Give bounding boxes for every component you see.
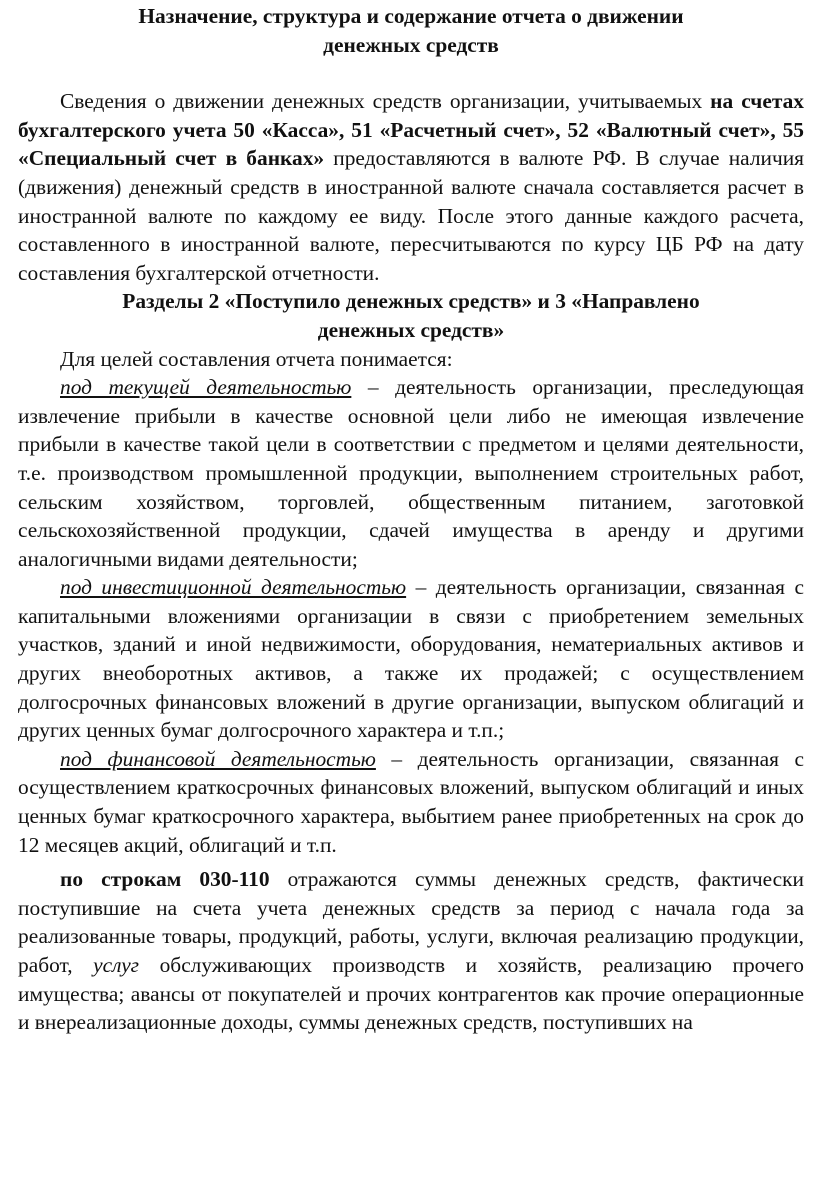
definition-investment — [18, 573, 804, 745]
lines-italic-word: услуг — [93, 953, 140, 977]
section-heading-line-1: Разделы 2 «Поступило денежных средств» и 3 «Направлено — [122, 289, 700, 314]
definition-current-text: – деятельность организации, преследующая извлечение прибыли в качестве основной цели либо не имеющая извлечение прибыли в качестве такой цели в соответствии с предметом и целями деятельности, т.е. производством промышленной продукции, выполнением строительных работ, сельским хозяйством, торговлей, общественным питанием, заготовкой сельскохозяйственной продукции, сдачей имущества в аренду и другими аналогичными видами деятельности; — [18, 375, 804, 571]
lines-text-a: отражаются суммы денежных средств, фактически поступившие на счета учета денежных средств за период с начала года за реализованные товары, продукций, работы, услуги, включая реализацию продукции, работ, — [18, 867, 805, 977]
intro-rest: предоставляются в валюте РФ. В случае наличия (движения) денежный средств в иностранной валюте сначала составляется расчет в иностранной валюте по каждому ее виду. После этого данные каждого расчета, составленного в иностранной валюте, пересчитываются по курсу ЦБ РФ на дату составления бухгалтерской отчетности. — [18, 146, 804, 285]
lines-bold-lead: по строкам 030-110 — [60, 867, 270, 892]
term-investment: под инвестиционной деятельностью — [60, 575, 407, 600]
intro-lead: Сведения о движении денежных средств организации, учитываемых — [60, 89, 703, 114]
definition-financial — [18, 745, 804, 859]
section-heading-line-2: денежных средств» — [317, 317, 505, 342]
purpose-paragraph — [18, 345, 804, 374]
title-line-2: денежных средств — [323, 32, 499, 57]
title-line-1: Назначение, структура и содержание отчета о движении — [138, 4, 684, 28]
intro-paragraph — [18, 87, 804, 287]
definition-financial-text: – деятельность организации, связанная с осуществлением краткосрочных финансовых вложений, выпуском облигаций и иных ценных бумаг краткосрочного характера, выбытием ранее приобретенных на срок до 12 месяцев акций, облигаций и т.п. — [18, 746, 805, 857]
purpose-text: Для целей составления отчета понимается: — [60, 346, 453, 371]
definition-current — [18, 373, 804, 573]
document-page — [18, 2, 804, 1037]
definition-investment-text: – деятельность организации, связанная с капитальными вложениями организации в связи с приобретением земельных участков, зданий и иной недвижимости, оборудования, нематериальных активов и других внеоборотных активов, а также их продажей; с осуществлением долгосрочных финансовых вложений в другие организации, выпуском облигаций и других ценных бумаг долгосрочного характера и т.п.; — [18, 575, 804, 743]
spacer — [18, 59, 804, 87]
section-heading — [18, 287, 804, 344]
term-financial: под финансовой деятельностью — [60, 746, 376, 771]
lines-paragraph — [18, 865, 804, 1037]
document-title — [18, 2, 804, 59]
lines-text-b: обслуживающих производств и хозяйств, реализацию прочего имущества; авансы от покупателей и прочих контрагентов как прочие операционные и внереализационные доходы, суммы денежных средств, поступивших на — [18, 953, 804, 1035]
term-current: под текущей деятельностью — [60, 375, 352, 400]
intro-accounts: на счетах бухгалтерского учета 50 «Касса», 51 «Расчетный счет», 52 «Валютный счет», 55 «Специальный счет в банках» — [18, 89, 804, 171]
